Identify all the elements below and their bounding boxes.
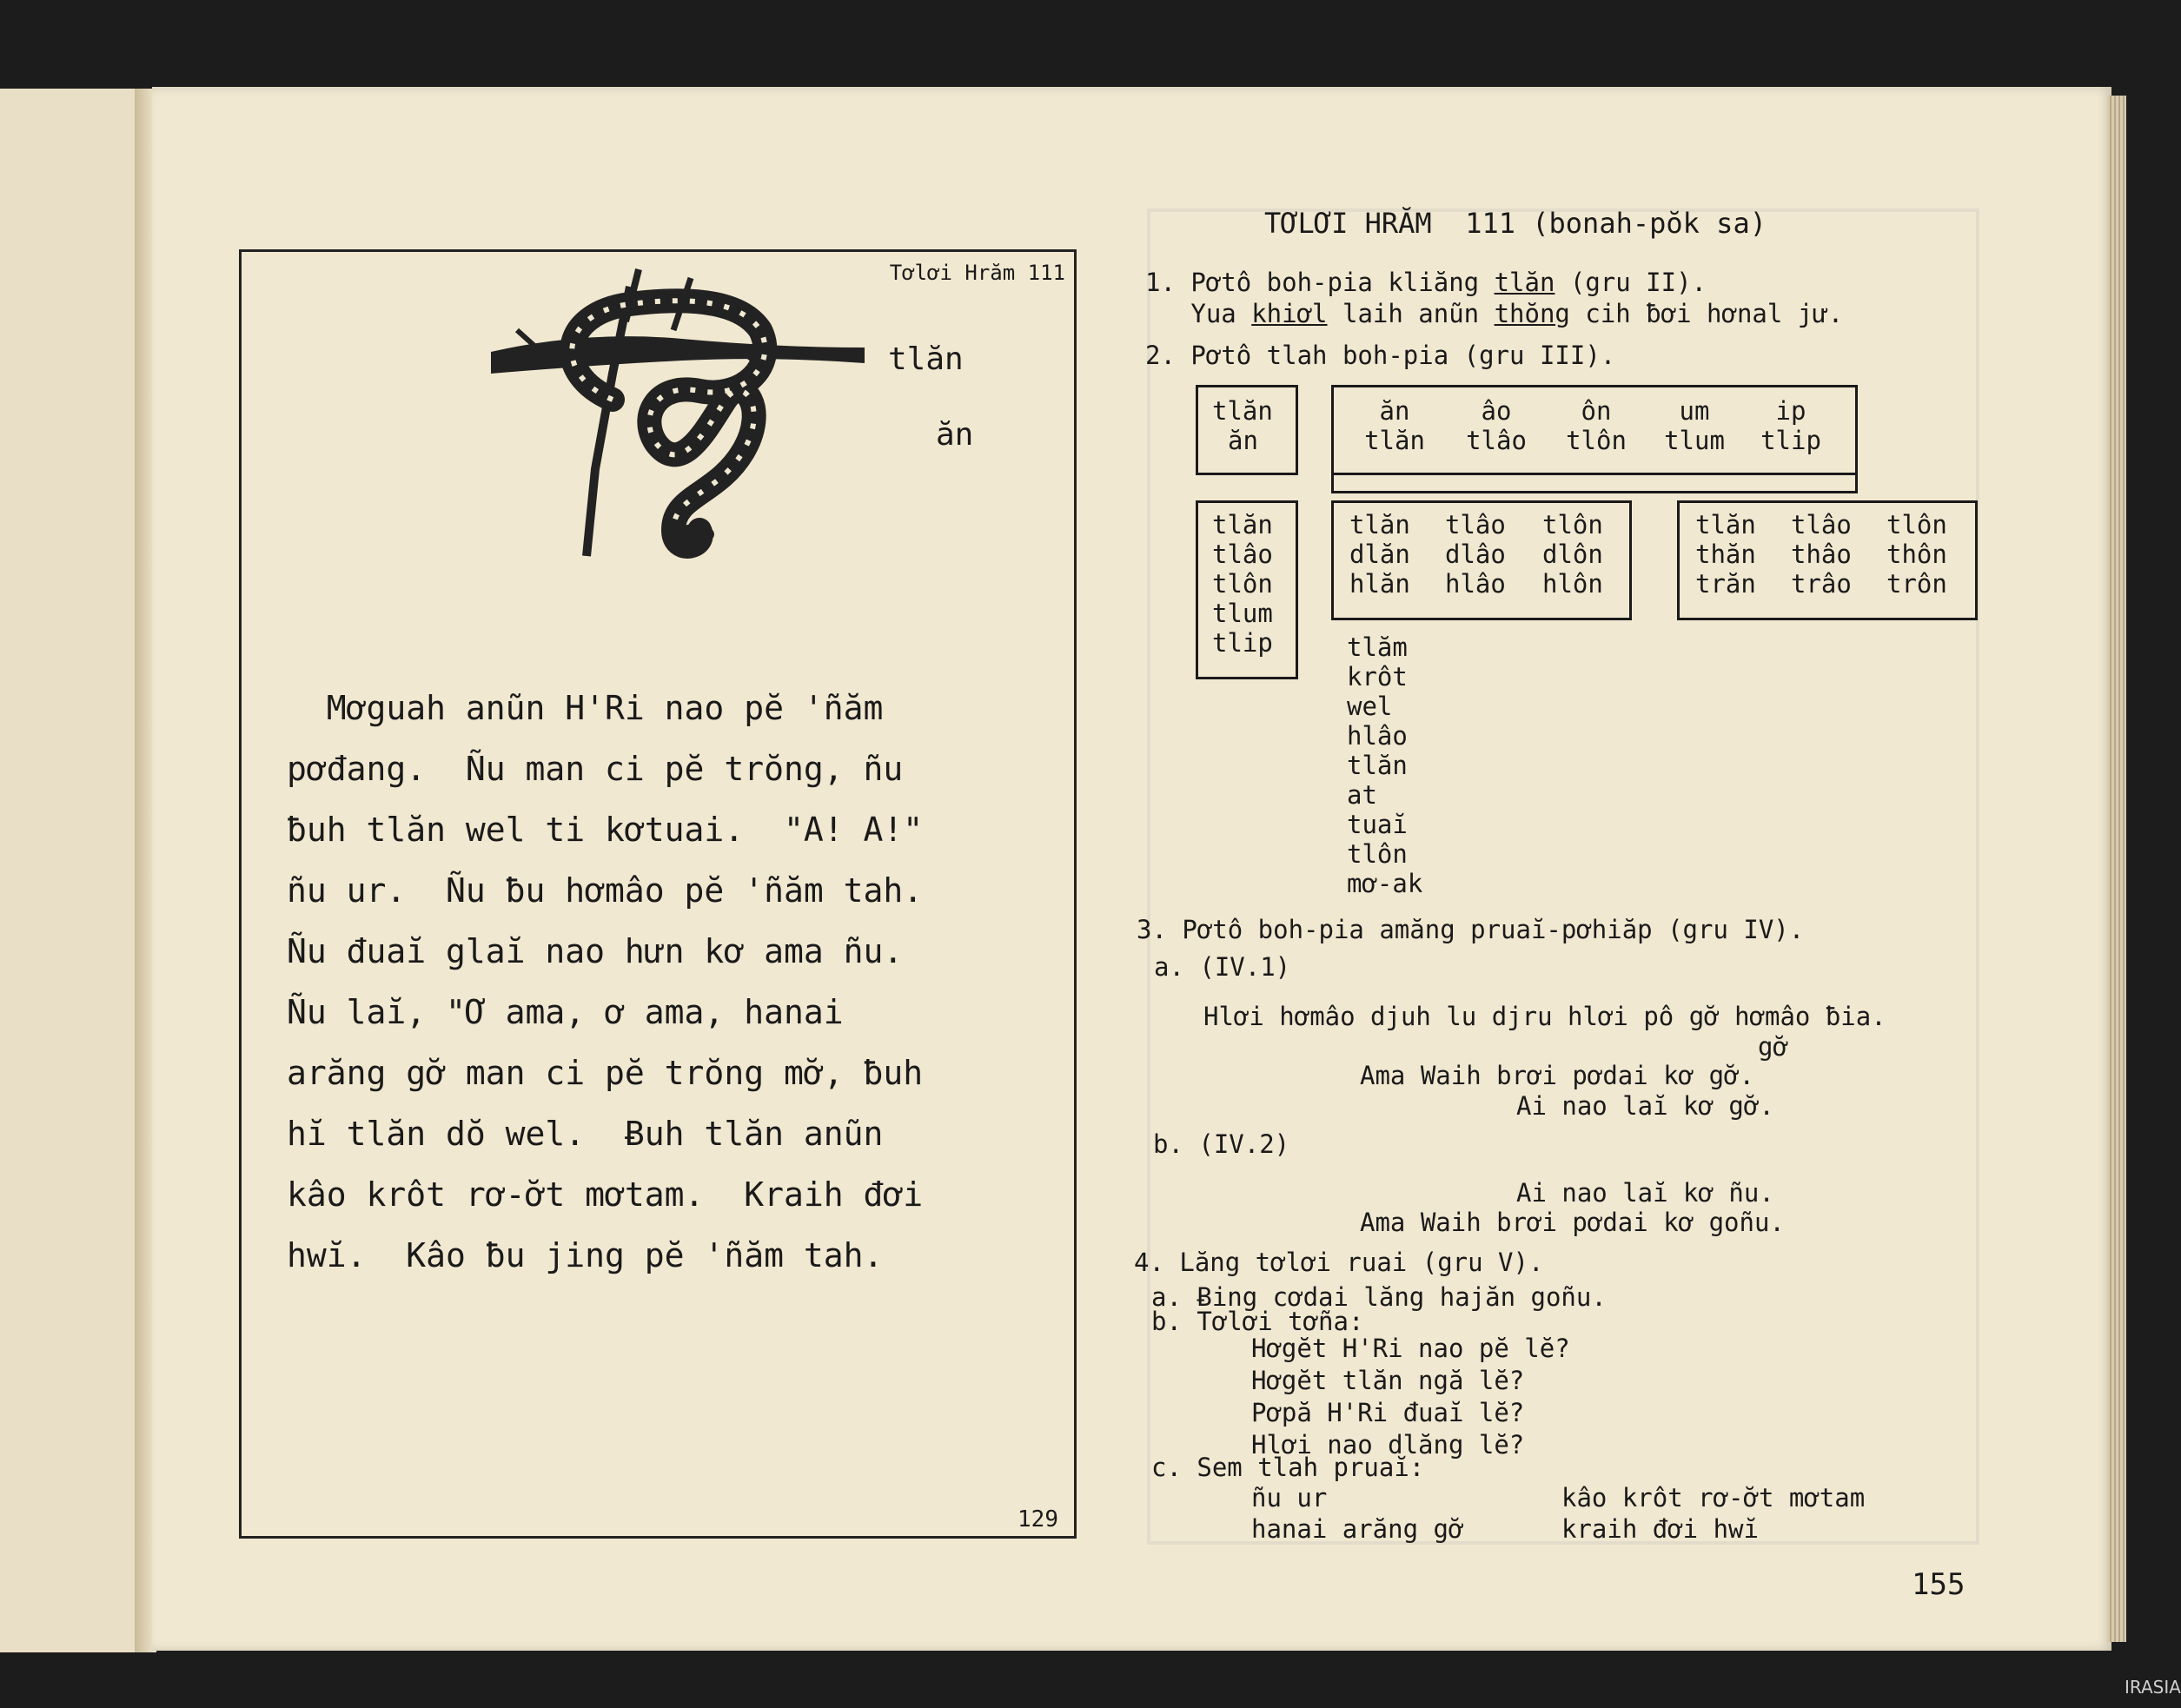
item1-text: 1. Pơtô boh-pia kliăng [1145, 268, 1495, 297]
question: Hơgĕt H'Ri nao pĕ lĕ? [1251, 1334, 1570, 1363]
word-list-item: krôt [1347, 662, 1408, 692]
box2-word: tlip [1760, 426, 1821, 455]
box3-word: tlum [1212, 599, 1273, 628]
box1-word: tlăn [1212, 396, 1273, 426]
box5-col [1886, 510, 1947, 599]
word-list-item: tlôn [1347, 839, 1408, 869]
box5-word: tlăn [1695, 510, 1756, 540]
item3a-line: gơ̆ [1758, 1032, 1788, 1062]
story-text [287, 678, 1051, 1286]
box2-col [1655, 396, 1734, 455]
word-list-item: hlâo [1347, 721, 1408, 751]
lesson-heading: TƠLƠI HRĂM 111 (bonah-pŏk sa) [1264, 207, 1767, 240]
word-list-item: tlăn [1347, 751, 1408, 780]
box2-col [1756, 396, 1826, 455]
item1-text: laih anũn [1327, 299, 1495, 328]
snake-branch-illustration [482, 269, 882, 591]
item4b: b. Tơlơi tơña: [1151, 1307, 1364, 1336]
pruai-right [1561, 1482, 1865, 1545]
page-stack-edge [2107, 96, 2126, 1642]
box2-word: ôn [1581, 396, 1612, 426]
box4-word: tlâo [1445, 510, 1506, 540]
item1-text: cih ƀơi hơnal jư. [1569, 299, 1844, 328]
pruai-left [1251, 1482, 1463, 1545]
box1-word: ăn [1228, 426, 1258, 455]
box4-col [1445, 510, 1506, 599]
item4: 4. Lăng tơlơi ruai (gru V). [1134, 1248, 1544, 1277]
syllable-box-3 [1196, 500, 1298, 679]
story-line: arăng gơ̆ man ci pĕ trŏng mơ̆, ƀuh [287, 1054, 924, 1092]
box5-word: tlâo [1791, 510, 1852, 540]
pruai-phrase: ñu ur [1251, 1483, 1328, 1513]
item2: 2. Pơtô tlah boh-pia (gru III). [1145, 341, 1616, 370]
pruai-phrase: hanai arăng gơ̆ [1251, 1514, 1464, 1544]
pic-word-an: ăn [936, 417, 974, 453]
pic-word-tlan: tlăn [888, 341, 964, 377]
syllable-box-5 [1677, 500, 1978, 620]
box5-col [1695, 510, 1756, 599]
box5-word: thôn [1886, 540, 1947, 569]
item1-underlined: thŏng [1494, 299, 1570, 328]
box4-word: hlâo [1445, 569, 1506, 599]
item1-line2 [1145, 299, 1843, 328]
question: Hơgĕt tlăn ngă lĕ? [1251, 1366, 1525, 1395]
item4c: c. Sem tlah pruaĭ: [1151, 1453, 1425, 1482]
box4-col [1542, 510, 1603, 599]
story-line: ñu ur. Ñu ƀu hơmâo pĕ 'ñăm tah. [287, 871, 924, 910]
box4-word: tlăn [1349, 510, 1410, 540]
syllable-box-4 [1331, 500, 1632, 620]
item3a-line: Hlơi hơmâo djuh lu djru hlơi pô gơ̆ hơmâo ƀia. [1203, 1002, 1886, 1031]
item1-underlined: tlăn [1494, 268, 1555, 297]
story-line: hĭ tlăn dŏ wel. Ƀuh tlăn anũn [287, 1115, 884, 1153]
box5-word: trôn [1886, 569, 1947, 599]
story-line: hwĭ. Kâo ƀu jing pĕ 'ñăm tah. [287, 1236, 884, 1274]
item1-underlined: khiơl [1251, 299, 1328, 328]
item3a-line: Ai nao laĭ kơ gơ̆. [1516, 1091, 1774, 1121]
question: Pơpă H'Ri đuaĭ lĕ? [1251, 1398, 1525, 1427]
box3-col [1212, 510, 1273, 658]
item1-line1 [1145, 268, 1707, 297]
item4a: a. Ƀing cơdai lăng hajăn goñu. [1151, 1282, 1607, 1312]
word-list [1347, 632, 1422, 898]
story-line: Ñu đuaĭ glaĭ nao hưn kơ ama ñu. [287, 932, 904, 970]
box5-col [1791, 510, 1852, 599]
box4-word: hlăn [1349, 569, 1410, 599]
question-list [1251, 1333, 1570, 1461]
box2-word: tlâo [1466, 426, 1527, 455]
item3: 3. Pơtô boh-pia amăng pruaĭ-pơhiăp (gru IV). [1137, 915, 1805, 944]
item1-text: (gru II). [1555, 268, 1707, 297]
box5-word: trăn [1695, 569, 1756, 599]
syllable-box-1 [1196, 385, 1298, 475]
archive-credit: IRASIA [2125, 1677, 2181, 1698]
story-line: pơđang. Ñu man ci pĕ trŏng, ñu [287, 750, 904, 788]
pruai-phrase: kâo krôt rơ-ơ̆t mơtam [1561, 1483, 1866, 1513]
word-list-item: at [1347, 780, 1377, 810]
box3-word: tlôn [1212, 569, 1273, 599]
item3b: b. (IV.2) [1153, 1129, 1290, 1159]
box5-word: thăn [1695, 540, 1756, 569]
item3a: a. (IV.1) [1154, 952, 1291, 982]
box2-word: ăn [1379, 396, 1410, 426]
box2-word: um [1679, 396, 1710, 426]
story-line: Mơguah anũn H'Ri nao pĕ 'ñăm [287, 689, 884, 727]
box5-word: thâo [1791, 540, 1852, 569]
box5-word: trâo [1791, 569, 1852, 599]
page-number: 155 [1912, 1567, 1966, 1602]
box5-word: tlôn [1886, 510, 1947, 540]
story-line: Ñu laĭ, "Ơ ama, ơ ama, hanai [287, 993, 844, 1031]
left-page-edge [0, 89, 150, 1652]
box2-col [1561, 396, 1631, 455]
box4-col [1349, 510, 1410, 599]
box4-word: dlôn [1542, 540, 1603, 569]
box3-word: tlăn [1212, 510, 1273, 540]
frame-page-number: 129 [1018, 1506, 1058, 1533]
box4-word: dlâo [1445, 540, 1506, 569]
word-list-item: wel [1347, 692, 1393, 721]
box4-word: hlôn [1542, 569, 1603, 599]
box3-word: tlâo [1212, 540, 1273, 569]
frame-header: Tơlơi Hrăm 111 [889, 261, 1065, 285]
word-list-item: tlăm [1347, 632, 1408, 662]
box2-word: tlôn [1566, 426, 1627, 455]
word-list-item: mơ-ak [1347, 869, 1423, 898]
box4-word: tlôn [1542, 510, 1603, 540]
story-line: kâo krôt rơ-ơ̆t mơtam. Kraih đơi [287, 1175, 924, 1214]
item3b-line: Ai nao laĭ kơ ñu. [1516, 1178, 1774, 1208]
box2-col [1360, 396, 1429, 455]
box2-word: âo [1481, 396, 1512, 426]
box2-extension [1331, 470, 1858, 493]
question: Hlơi nao dlăng lĕ? [1251, 1430, 1525, 1460]
box2-col [1457, 396, 1535, 455]
syllable-box-2 [1331, 385, 1858, 475]
box2-word: tlăn [1364, 426, 1425, 455]
pruai-phrase: kraih đơi hwĭ [1561, 1514, 1759, 1544]
box4-word: dlăn [1349, 540, 1410, 569]
item1-text: Yua [1145, 299, 1252, 328]
item3b-line: Ama Waih brơi pơdai kơ goñu. [1360, 1208, 1785, 1237]
word-list-item: tuaĭ [1347, 810, 1408, 839]
box1-col [1212, 396, 1273, 455]
item3a-line: Ama Waih brơi pơdai kơ gơ̆. [1360, 1061, 1754, 1090]
story-line: ƀuh tlăn wel ti kơtuai. "A! A!" [287, 811, 924, 849]
box2-word: tlum [1664, 426, 1725, 455]
box2-word: ip [1775, 396, 1806, 426]
box3-word: tlip [1212, 628, 1273, 658]
